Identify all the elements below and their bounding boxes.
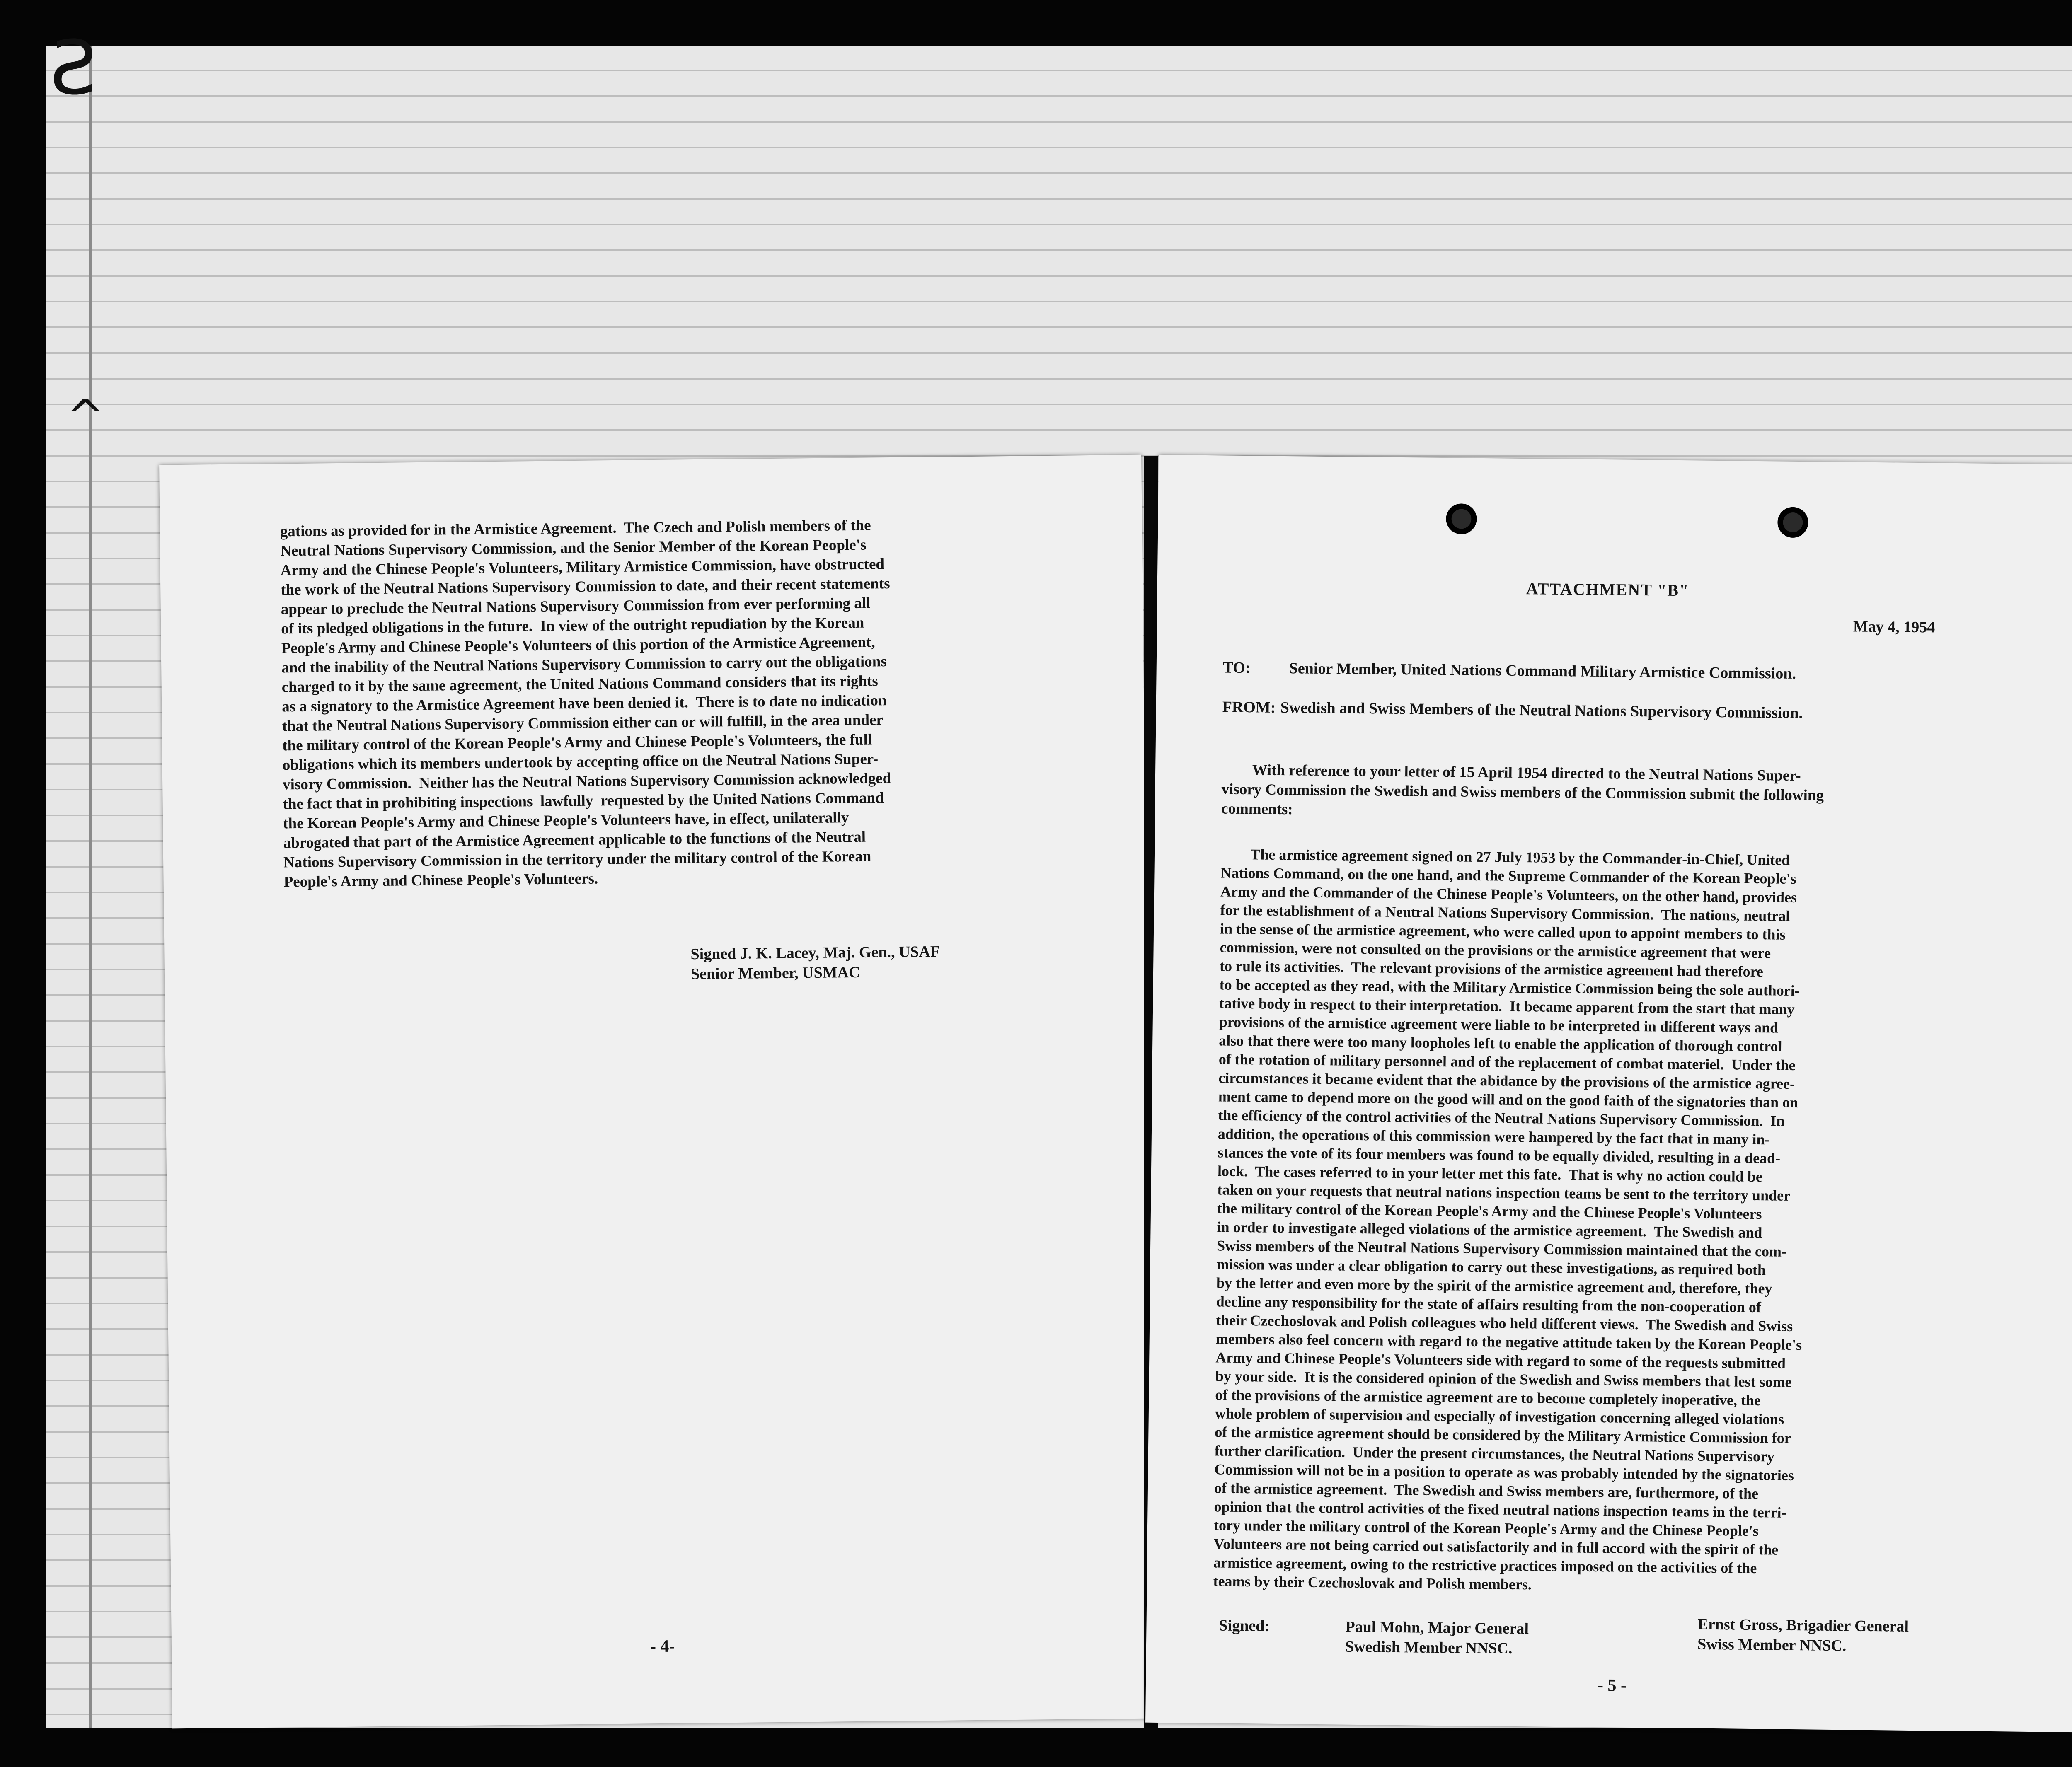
- text-line: and the inability of the Neutral Nations Supervisory Commission to carry out the obligations: [281, 653, 887, 677]
- text-line: tative body in respect to their interpretation. It became apparent from the start that many: [1219, 995, 1795, 1018]
- to-label: TO:: [1222, 659, 1251, 677]
- text-line: armistice agreement, owing to the restrictive practices imposed on the activities of the: [1213, 1554, 1757, 1577]
- text-line: addition, the operations of this commission were hampered by the fact that in many in-: [1218, 1125, 1770, 1148]
- text-line: teams by their Czechoslovak and Polish members.: [1213, 1573, 1532, 1593]
- intro-paragraph: [1221, 760, 2072, 827]
- text-line: visory Commission. Neither has the Neutral Nations Supervisory Commission acknowledged: [282, 770, 891, 793]
- text-line: gations as provided for in the Armistice Agreement. The Czech and Polish members of the: [280, 517, 871, 540]
- text-line: abrogated that part of the Armistice Agreement applicable to the functions of the Neutral: [283, 828, 866, 852]
- signer-swedish-name: Paul Mohn, Major General: [1345, 1618, 1529, 1638]
- text-line: of the armistice agreement should be considered by the Military Armistice Commission for: [1215, 1424, 1791, 1446]
- text-line: stances the vote of its four members was found to be equally divided, resulting in a dead-: [1218, 1144, 1781, 1167]
- signer-swiss-name: Ernst Gross, Brigadier General: [1697, 1615, 1909, 1635]
- text-line: appear to preclude the Neutral Nations Supervisory Commission from ever performing all: [281, 595, 871, 618]
- text-line: by the letter and even more by the spirit of the armistice agreement and, therefore, they: [1216, 1274, 1772, 1297]
- signer-swedish-title: Swedish Member NNSC.: [1345, 1638, 1513, 1657]
- text-line: Nations Command, on the one hand, and the Supreme Commander of the Korean People's: [1220, 864, 1796, 887]
- text-line: comments:: [1221, 800, 1293, 818]
- margin-pen-mark: Ƨ: [50, 25, 97, 111]
- text-line: provisions of the armistice agreement were liable to be interpreted in different ways and: [1219, 1013, 1779, 1036]
- signature-line: Signed J. K. Lacey, Maj. Gen., USAF: [690, 943, 940, 963]
- punch-hole: [1446, 503, 1477, 534]
- text-line: of the rotation of military personnel and of the replacement of combat materiel. Under the: [1218, 1051, 1796, 1074]
- text-line: Volunteers are not being carried out satisfactorily and in full accord with the spirit of the: [1213, 1535, 1779, 1558]
- text-line: the Korean People's Army and Chinese People's Volunteers have, in effect, unilaterally: [283, 809, 849, 832]
- text-line: Army and the Commander of the Chinese People's Volunteers, on the other hand, provides: [1220, 883, 1797, 906]
- text-line: The armistice agreement signed on 27 July 1953 by the Commander-in-Chief, United: [1220, 846, 1790, 868]
- from-label: FROM:: [1222, 698, 1276, 716]
- signature-title: Senior Member, USMAC: [690, 963, 860, 983]
- text-line: the military control of the Korean People's Army and the Chinese People's Volunteers: [1217, 1200, 1762, 1223]
- page-number: - 5 -: [1597, 1676, 1627, 1695]
- text-line: taken on your requests that neutral nations inspection teams be sent to the territory under: [1217, 1181, 1791, 1204]
- ledger-margin-rule: [89, 46, 92, 1728]
- text-line: the efficiency of the control activities of the Neutral Nations Supervisory Commission. In: [1218, 1107, 1785, 1129]
- text-line: obligations which its members undertook by accepting office on the Neutral Nations Super-: [282, 750, 879, 774]
- text-line: as a signatory to the Armistice Agreement have been denied it. There is to date no indication: [282, 692, 887, 716]
- text-line: further clarification. Under the present circumstances, the Neutral Nations Supervisory: [1214, 1442, 1775, 1465]
- text-line: to rule its activities. The relevant provisions of the armistice agreement had therefore: [1219, 957, 1764, 980]
- text-line: of its pledged obligations in the future. In view of the outright repudiation by the Korean: [281, 614, 864, 638]
- text-line: also that there were too many loopholes left to enable the application of thorough control: [1219, 1032, 1782, 1055]
- left-page-paragraph: [280, 513, 1133, 892]
- body-paragraph: [1213, 845, 2072, 1600]
- left-page: [159, 455, 1155, 1729]
- text-line: With reference to your letter of 15 April 1954 directed to the Neutral Nations Super-: [1221, 761, 1801, 785]
- text-line: decline any responsibility for the state of affairs resulting from the non-cooperation of: [1216, 1293, 1762, 1316]
- text-line: Nations Supervisory Commission in the territory under the military control of the Korean: [283, 848, 871, 871]
- punch-hole: [1777, 507, 1808, 538]
- text-line: visory Commission the Swedish and Swiss members of the Commission submit the following: [1221, 781, 1824, 804]
- text-line: in order to investigate alleged violations of the armistice agreement. The Swedish and: [1217, 1218, 1762, 1241]
- text-line: charged to it by the same agreement, the United Nations Command considers that its rights: [281, 672, 879, 696]
- page-number: - 4-: [650, 1636, 675, 1656]
- text-line: tory under the military control of the Korean People's Army and the Chinese People's: [1213, 1517, 1759, 1540]
- text-line: the military control of the Korean People's Army and Chinese People's Volunteers, the full: [282, 731, 872, 754]
- right-page: [1145, 455, 2072, 1733]
- attachment-title: ATTACHMENT "B": [1526, 579, 1690, 600]
- text-line: their Czechoslovak and Polish colleagues who held different views. The Swedish and Swiss: [1216, 1312, 1793, 1334]
- from-sender: Swedish and Swiss Members of the Neutral Nations Supervisory Commission.: [1280, 699, 1803, 722]
- text-line: Army and Chinese People's Volunteers side with regard to some of the requests submitted: [1215, 1349, 1786, 1372]
- text-line: People's Army and Chinese People's Volunteers of this portion of the Armistice Agreement,: [281, 633, 875, 657]
- text-line: Commission will not be in a position to operate as was probably intended by the signatories: [1214, 1461, 1794, 1484]
- margin-pen-mark: ^: [66, 389, 105, 442]
- text-line: mission was under a clear obligation to carry out these investigations, as required both: [1216, 1256, 1766, 1279]
- text-line: the work of the Neutral Nations Supervisory Commission to date, and their recent statements: [281, 575, 890, 599]
- text-line: of the armistice agreement. The Swedish and Swiss members are, furthermore, of the: [1214, 1479, 1759, 1502]
- text-line: commission, were not consulted on the provisions or the armistice agreement that were: [1220, 939, 1771, 962]
- signer-swiss-title: Swiss Member NNSC.: [1697, 1635, 1847, 1655]
- text-line: that the Neutral Nations Supervisory Commission either can or will fulfill, in the area under: [282, 711, 884, 735]
- text-line: for the establishment of a Neutral Nations Supervisory Commission. The nations, neutral: [1220, 902, 1790, 924]
- text-line: whole problem of supervision and especially of investigation concerning alleged violations: [1215, 1405, 1784, 1428]
- text-line: to be accepted as they read, with the Military Armistice Commission being the sole authori-: [1219, 976, 1800, 999]
- text-line: ment came to depend more on the good will and on the good faith of the signatories than on: [1218, 1088, 1798, 1111]
- text-line: People's Army and Chinese People's Volunteers.: [283, 870, 598, 891]
- letter-date: May 4, 1954: [1853, 618, 1935, 636]
- signed-label: Signed:: [1219, 1617, 1270, 1635]
- text-line: in the sense of the armistice agreement, who were called upon to appoint members to this: [1220, 920, 1786, 943]
- text-line: Swiss members of the Neutral Nations Supervisory Commission maintained that the com-: [1216, 1237, 1787, 1260]
- text-line: members also feel concern with regard to the negative attitude taken by the Korean People's: [1215, 1330, 1802, 1354]
- text-line: circumstances it became evident that the abidance by the provisions of the armistice agree-: [1218, 1069, 1795, 1092]
- text-line: the fact that in prohibiting inspections lawfully requested by the United Nations Command: [283, 789, 884, 813]
- text-line: of the provisions of the armistice agreement are to become completely inoperative, the: [1215, 1386, 1761, 1409]
- to-recipient: Senior Member, United Nations Command Military Armistice Commission.: [1289, 660, 1796, 682]
- text-line: opinion that the control activities of the fixed neutral nations inspection teams in the terri-: [1214, 1498, 1786, 1521]
- text-line: Neutral Nations Supervisory Commission, and the Senior Member of the Korean People's: [280, 536, 867, 560]
- text-line: Army and the Chinese People's Volunteers, Military Armistice Commission, have obstructed: [280, 556, 885, 579]
- text-line: lock. The cases referred to in your letter met this fate. That is why no action could be: [1217, 1163, 1763, 1185]
- text-line: by your side. It is the considered opinion of the Swedish and Swiss members that lest some: [1215, 1368, 1792, 1390]
